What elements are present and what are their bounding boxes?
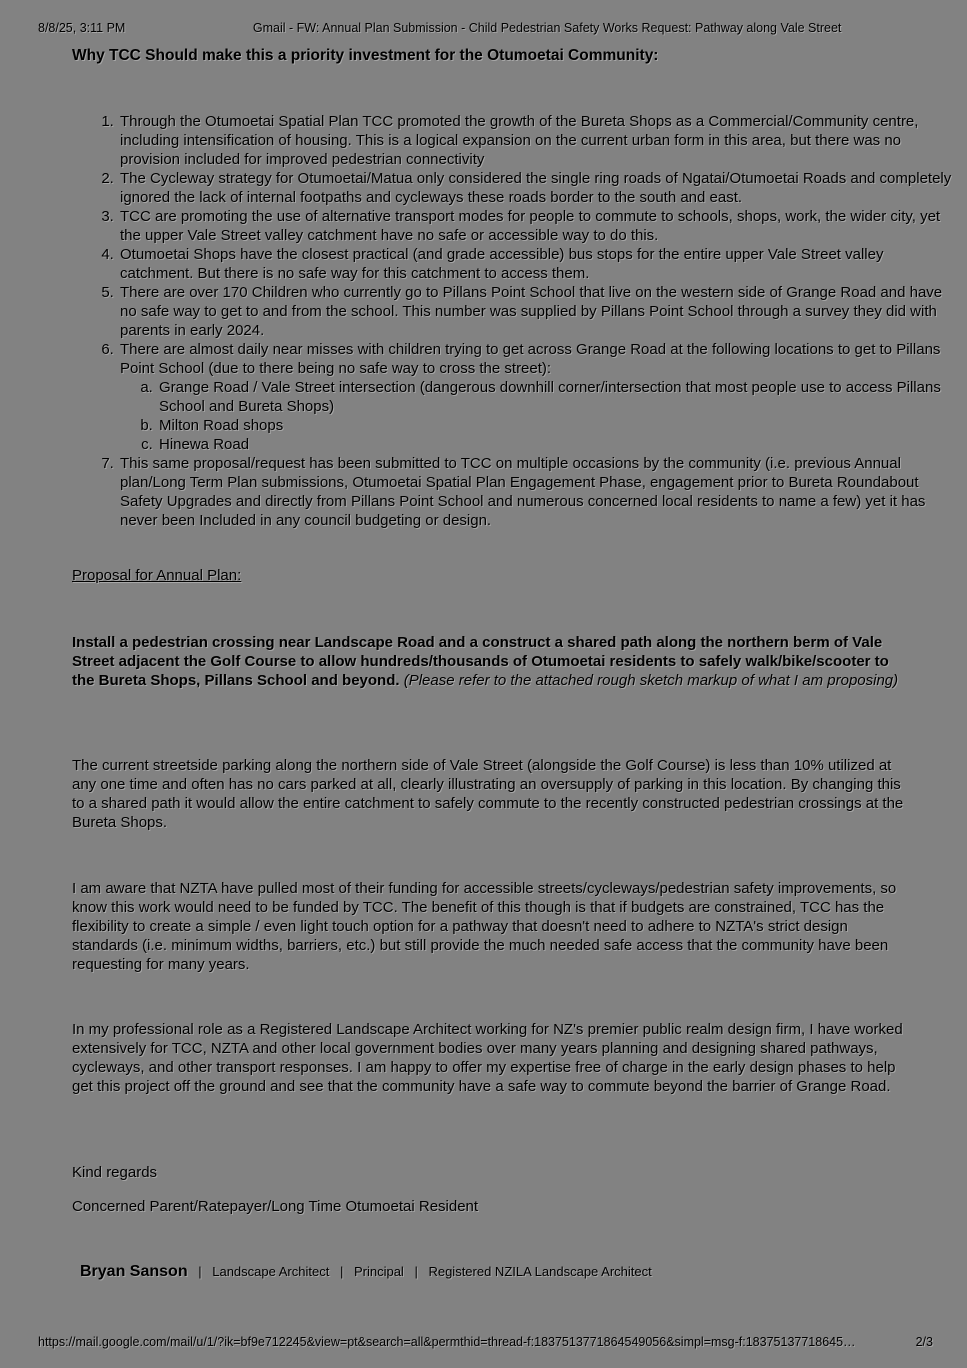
signature-separator: | (414, 1264, 418, 1279)
signature-separator: | (198, 1264, 202, 1279)
list-item-1 (118, 112, 952, 169)
sublist-item-text: Milton Road shops (159, 417, 284, 434)
signature-role-3: Registered NZILA Landscape Architect (428, 1264, 652, 1279)
list-item-text: There are over 170 Children who currently go to Pillans Point School that live on the western side of Grange Road and have no safe way to get to and from the school. This number was supplied by Pillans Point School through a survey they did with parents in early 2024. (120, 284, 943, 339)
print-header (38, 20, 933, 36)
signature-line (80, 1262, 914, 1282)
print-doc-title: Gmail - FW: Annual Plan Submission - Child Pedestrian Safety Works Request: Pathway along Vale Street (252, 21, 842, 35)
list-item-text: This same proposal/request has been submitted to TCC on multiple occasions by the community (i.e. previous Annual plan/Long Term Plan submissions, Otumoetai Spatial Plan Engagement Phase, engagement prior to Bureta Roundabout Safety Upgrades and directly from Pillans Point School and numerous concerned local residents to name a few) yet it has never been Included in any council budgeting or design. (120, 455, 926, 529)
sublist-item-text: Hinewa Road (159, 436, 250, 453)
paragraph-parking: The current streetside parking along the northern side of Vale Street (alongside the Golf Course) is less than 10% utilized at any one time and often has no cars parked at all, clearly illustrating an oversupply of parking in this location. By changing this to a shared path it would allow the entire catchment to safely commute to the recently constructed pedestrian crossings at the Bureta Shops. (72, 757, 904, 831)
signature-name: Bryan Sanson (80, 1263, 188, 1280)
signature-separator: | (339, 1264, 344, 1279)
sublist-item-b (157, 416, 952, 435)
sublist-item-a (157, 378, 952, 416)
signature-role-2: Principal (353, 1264, 404, 1279)
email-heading: Why TCC Should make this a priority investment for the Otumoetai Community: (72, 47, 659, 64)
list-item-text: The Cycleway strategy for Otumoetai/Matua only considered the single ring roads of Ngatai/Otumoetai Roads and completely ignored the lack of internal footpaths and cycleways these roads border to the south and east. (120, 170, 952, 206)
reasons-list (72, 112, 952, 530)
list-item-text: TCC are promoting the use of alternative transport modes for people to commute to schools, shops, work, the wider city, yet the upper Vale Street valley catchment have no safe or accessible way to do this. (120, 208, 941, 244)
sublist-item-text: Grange Road / Vale Street intersection (dangerous downhill corner/intersection that most people use to access Pillans School and Bureta Shops) (159, 379, 941, 415)
list-item-text: Otumoetai Shops have the closest practical (and grade accessible) bus stops for the entire upper Vale Street valley catchment. But there is no safe way for this catchment to access them. (120, 246, 884, 282)
list-item-4 (118, 245, 952, 283)
list-item-text: Through the Otumoetai Spatial Plan TCC promoted the growth of the Bureta Shops as a Commercial/Community centre, including intensification of housing. This is a logical expansion on the current urban form in this area, but there was no provision included for improved pedestrian connectivity (120, 113, 919, 168)
proposal-bold-text: Install a pedestrian crossing near Landscape Road and a construct a shared path along the northern berm of Vale Street adjacent the Golf Course to allow hundreds/thousands of Otumoetai residents to safely walk/bike/scooter to the Bureta Shops, Pillans School and beyond. (72, 634, 889, 689)
proposal-heading: Proposal for Annual Plan: (72, 567, 242, 584)
signoff-regards: Kind regards (72, 1164, 158, 1181)
proposal-paragraph (72, 633, 906, 690)
list-item-5 (118, 283, 952, 340)
list-item-2 (118, 169, 952, 207)
list-item-3 (118, 207, 952, 245)
locations-sublist (120, 378, 952, 454)
print-source-url: https://mail.google.com/mail/u/1/?ik=bf9e712245&view=pt&search=all&permthid=thread-f:1837513771864549056&simpl=msg-f:18375137718645… (38, 1335, 856, 1349)
list-item-6 (118, 340, 952, 454)
list-item-7 (118, 454, 952, 530)
signature-role-1: Landscape Architect (212, 1264, 330, 1279)
proposal-italic-note: (Please refer to the attached rough sketch markup of what I am proposing) (403, 672, 899, 689)
print-footer (38, 1334, 933, 1350)
paragraph-professional-role: In my professional role as a Registered Landscape Architect working for NZ's premier public realm design firm, I have worked extensively for TCC, NZTA and other local government bodies over many years planning and designing shared pathways, cycleways, and other transport responses. I am happy to offer my expertise free of charge in the early design phases to help get this project off the ground and see that the community have a safe way to commute beyond the barrier of Grange Road. (72, 1021, 903, 1095)
print-page-number: 2/3 (915, 1335, 933, 1349)
signoff-identity: Concerned Parent/Ratepayer/Long Time Otumoetai Resident (72, 1198, 479, 1215)
list-item-text: There are almost daily near misses with children trying to get across Grange Road at the following locations to get to Pillans Point School (due to there being no safe way to cross the street): (120, 341, 941, 377)
paragraph-nzta-funding: I am aware that NZTA have pulled most of their funding for accessible streets/cycleways/pedestrian safety improvements, so know this work would need to be funded by TCC. The benefit of this though is that if budgets are constrained, TCC has the flexibility to create a simple / even light touch option for a pathway that doesn't need to adhere to NZTA's strict design standards (i.e. minimum widths, barriers, etc.) but still provide the much needed safe access that the community have been requesting for many years. (72, 880, 897, 973)
sublist-item-c (157, 435, 952, 454)
print-timestamp: 8/8/25, 3:11 PM (38, 21, 126, 35)
